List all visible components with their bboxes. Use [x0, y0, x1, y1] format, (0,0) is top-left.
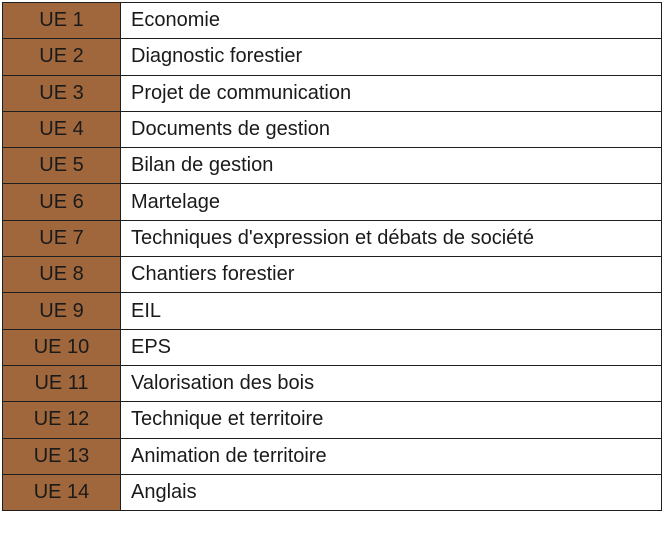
table-row [3, 474, 662, 510]
table-row [3, 293, 662, 329]
table-row [3, 365, 662, 401]
unit-title: Martelage [121, 184, 662, 220]
unit-title: Documents de gestion [121, 111, 662, 147]
teaching-units-table [2, 2, 662, 511]
table-row [3, 75, 662, 111]
unit-code: UE 1 [3, 3, 121, 39]
table-row [3, 148, 662, 184]
unit-code: UE 14 [3, 474, 121, 510]
unit-code: UE 12 [3, 402, 121, 438]
unit-code: UE 7 [3, 220, 121, 256]
unit-title: EIL [121, 293, 662, 329]
unit-title: Diagnostic forestier [121, 39, 662, 75]
unit-code: UE 8 [3, 257, 121, 293]
unit-code: UE 9 [3, 293, 121, 329]
unit-code: UE 2 [3, 39, 121, 75]
unit-title: Chantiers forestier [121, 257, 662, 293]
unit-title: EPS [121, 329, 662, 365]
unit-code: UE 4 [3, 111, 121, 147]
unit-title: Economie [121, 3, 662, 39]
unit-title: Animation de territoire [121, 438, 662, 474]
unit-title: Technique et territoire [121, 402, 662, 438]
unit-code: UE 6 [3, 184, 121, 220]
unit-code: UE 13 [3, 438, 121, 474]
table-row [3, 184, 662, 220]
unit-title: Anglais [121, 474, 662, 510]
unit-title: Valorisation des bois [121, 365, 662, 401]
table-row [3, 39, 662, 75]
unit-title: Bilan de gestion [121, 148, 662, 184]
unit-title: Projet de communication [121, 75, 662, 111]
table-row [3, 111, 662, 147]
table-row [3, 402, 662, 438]
table-row [3, 220, 662, 256]
unit-code: UE 5 [3, 148, 121, 184]
unit-title: Techniques d'expression et débats de société [121, 220, 662, 256]
table-row [3, 257, 662, 293]
unit-code: UE 3 [3, 75, 121, 111]
table-row [3, 438, 662, 474]
table-row [3, 3, 662, 39]
unit-code: UE 10 [3, 329, 121, 365]
table-row [3, 329, 662, 365]
unit-code: UE 11 [3, 365, 121, 401]
